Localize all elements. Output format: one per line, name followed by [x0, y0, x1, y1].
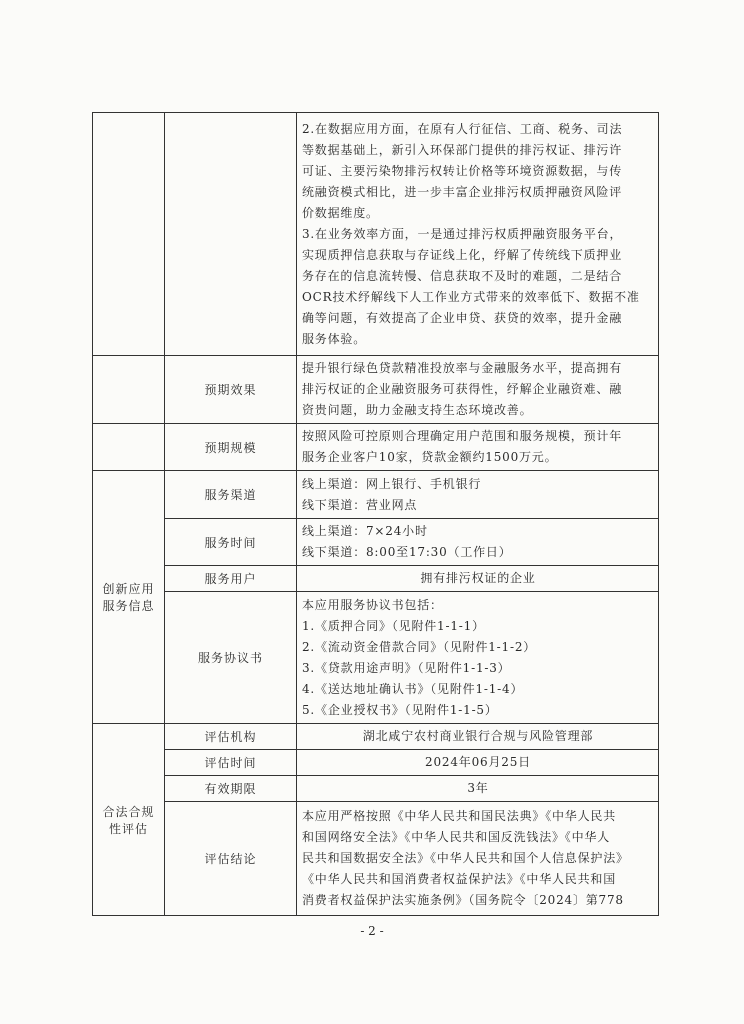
- assessment-org-label: 评估机构: [165, 724, 297, 750]
- empty-label-cell: [165, 113, 297, 356]
- table-row: [93, 471, 659, 519]
- table-row: [93, 776, 659, 802]
- table-row: [93, 750, 659, 776]
- expected-scale-content: 按照风险可控原则合理确定用户范围和服务规模，预计年 服务企业客户10家，贷款金额约1500万元。: [297, 424, 659, 471]
- service-channel-label: 服务渠道: [165, 471, 297, 519]
- table-row: [93, 724, 659, 750]
- conclusion-content: 本应用严格按照《中华人民共和国民法典》《中华人民共 和国网络安全法》《中华人民共和国反洗钱法》《中华人 民共和国数据安全法》《中华人民共和国个人信息保护法》 《中华人民共和国消费者权益保护法》《中华人民共和国 消费者权益保护法实施条例》（国务院令〔2024〕第778: [297, 802, 659, 916]
- conclusion-label: 评估结论: [165, 802, 297, 916]
- validity-content: 3年: [297, 776, 659, 802]
- table-row: [93, 356, 659, 424]
- table-row: [93, 592, 659, 724]
- service-agreement-content: 本应用服务协议书包括： 1.《质押合同》（见附件1-1-1） 2.《流动资金借款合同》（见附件1-1-2） 3.《贷款用途声明》（见附件1-1-3） 4.《送达地址确认书》（见附件1-1-4） 5.《企业授权书》（见附件1-1-5）: [297, 592, 659, 724]
- service-time-content: 线上渠道：7×24小时 线下渠道：8:00至17:30（工作日）: [297, 519, 659, 566]
- service-users-label: 服务用户: [165, 566, 297, 592]
- page-number: - 2 -: [360, 924, 384, 938]
- table-row: [93, 802, 659, 916]
- compliance-section-label: 合法合规 性评估: [93, 724, 165, 916]
- table-row: [93, 424, 659, 471]
- expected-effect-label: 预期效果: [165, 356, 297, 424]
- empty-section-cell: [93, 113, 165, 356]
- assessment-org-content: 湖北咸宁农村商业银行合规与风险管理部: [297, 724, 659, 750]
- expected-effect-content: 提升银行绿色贷款精准投放率与金融服务水平，提高拥有 排污权证的企业融资服务可获得性，纾解企业融资难、融 资贵问题，助力金融支持生态环境改善。: [297, 356, 659, 424]
- validity-label: 有效期限: [165, 776, 297, 802]
- table-row: [93, 566, 659, 592]
- empty-section-cell: [93, 424, 165, 471]
- data-application-content: 2.在数据应用方面，在原有人行征信、工商、税务、司法 等数据基础上，新引入环保部门提供的排污权证、排污许 可证、主要污染物排污权转让价格等环境资源数据，与传 统融资模式相比，进一步丰富企业排污权质押融资风险评 价数据维度。 3.在业务效率方面，一是通过排污权质押融资服务平台， 实现质押信息获取与存证线上化，纾解了传统线下质押业 务存在的信息流转慢、信息获取不及时的难题，二是结合 OCR技术纾解线下人工作业方式带来的效率低下、数据不准 确等问题，有效提高了企业申贷、获贷的效率，提升金融 服务体验。: [297, 113, 659, 356]
- service-agreement-label: 服务协议书: [165, 592, 297, 724]
- empty-section-cell: [93, 356, 165, 424]
- assessment-date-label: 评估时间: [165, 750, 297, 776]
- expected-scale-label: 预期规模: [165, 424, 297, 471]
- table-row: [93, 519, 659, 566]
- table-row: [93, 113, 659, 356]
- service-time-label: 服务时间: [165, 519, 297, 566]
- service-channel-content: 线上渠道：网上银行、手机银行 线下渠道：营业网点: [297, 471, 659, 519]
- service-users-content: 拥有排污权证的企业: [297, 566, 659, 592]
- assessment-date-content: 2024年06月25日: [297, 750, 659, 776]
- service-info-section-label: 创新应用 服务信息: [93, 471, 165, 724]
- application-info-table: [92, 112, 659, 916]
